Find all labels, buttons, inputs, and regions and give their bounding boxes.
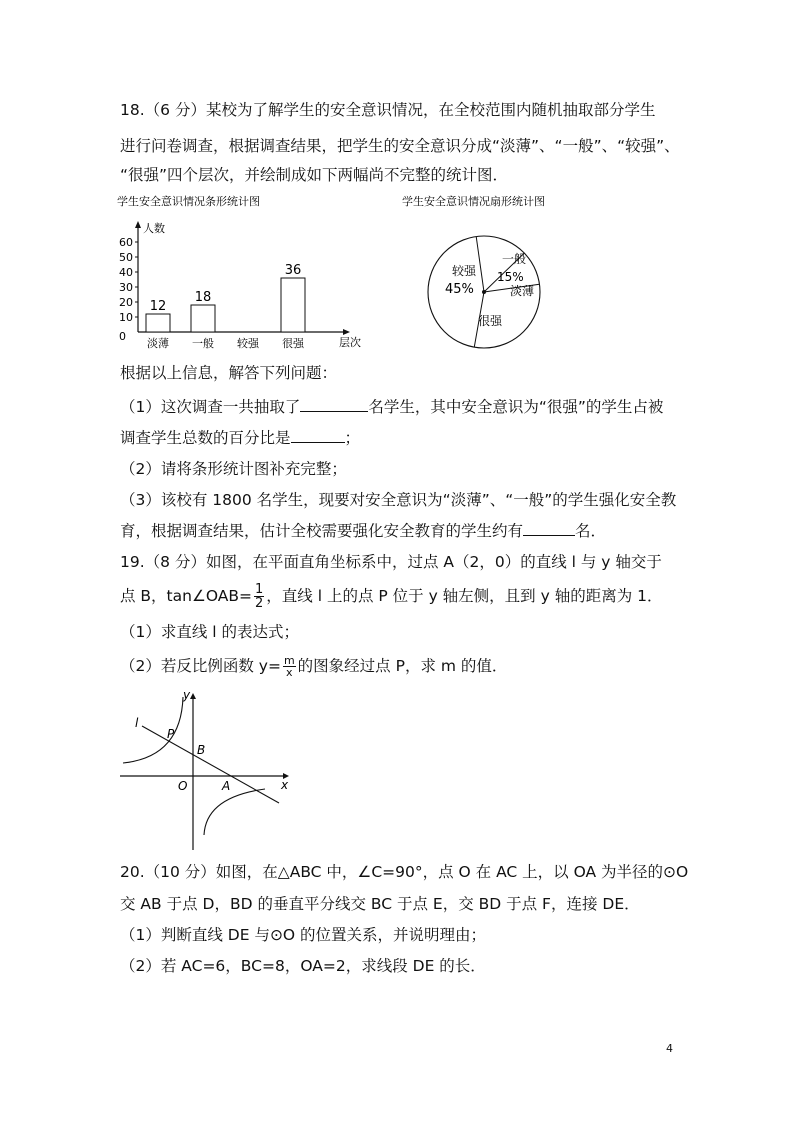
- fraction-numerator: 1: [255, 582, 264, 597]
- label-l: l: [135, 716, 139, 730]
- y-tick-label: 20: [119, 296, 133, 309]
- q18-part1-text-b: 名学生，其中安全意识为“很强”的学生占被: [368, 398, 664, 416]
- bar-data-label: 12: [149, 299, 167, 314]
- y-tick-label: 10: [119, 311, 133, 324]
- bar-x-axis-arrow: [343, 329, 350, 335]
- q18-part1-text-c: 调查学生总数的百分比是: [120, 429, 291, 447]
- y-tick-label: 0: [119, 330, 126, 343]
- bar-chart: [115, 190, 375, 355]
- q19-line2-text-b: ，直线 l 上的点 P 位于 y 轴左侧，且到 y 轴的距离为 1．: [266, 587, 663, 605]
- fraction-x: x: [286, 666, 293, 679]
- y-tick-label: 40: [119, 266, 133, 279]
- q19-line2-text-a: 点 B，tan∠OAB=: [120, 587, 253, 605]
- bar: [281, 278, 305, 332]
- answer-blank-percent[interactable]: [291, 428, 345, 443]
- label-B: B: [197, 743, 206, 757]
- q18-part3-line2: [120, 521, 606, 541]
- pie-chart: [400, 190, 570, 355]
- bar-chart-y-ticks: [119, 236, 138, 343]
- q18-line-3: “很强”四个层次，并绘制成如下两幅尚不完整的统计图．: [120, 166, 509, 184]
- y-tick-label: 30: [119, 281, 133, 294]
- label-y: y: [183, 688, 191, 702]
- answer-blank-estimate[interactable]: [523, 521, 575, 536]
- pie-label-henqiang: 很强: [478, 314, 503, 328]
- bar-chart-data-labels: [150, 263, 302, 314]
- label-O: O: [178, 779, 188, 793]
- q19-line-2: [120, 583, 663, 610]
- q19-line-1: 19.（8 分）如图，在平面直角坐标系中，过点 A（2，0）的直线 l 与 y 轴交于: [120, 553, 662, 571]
- q19-part1: （1）求直线 l 的表达式；: [120, 623, 300, 641]
- pie-label-danbo: 淡薄: [510, 284, 535, 298]
- category-label: 较强: [237, 337, 259, 350]
- q18-intro: 根据以上信息，解答下列问题：: [120, 364, 338, 382]
- category-label: 淡薄: [147, 337, 169, 350]
- q20-part2: （2）若 AC=6，BC=8，OA=2，求线段 DE 的长．: [120, 957, 486, 975]
- answer-blank-total[interactable]: [300, 397, 368, 412]
- q18-part3-text-c: 名．: [575, 522, 607, 540]
- pie-label-yiban: 一般: [502, 252, 527, 266]
- bar: [191, 305, 215, 332]
- bar-chart-ylabel: 人数: [143, 222, 165, 235]
- page-number: 4: [666, 1042, 673, 1055]
- line-l: [142, 726, 279, 803]
- bar-chart-xlabel: 层次: [339, 336, 361, 349]
- bar-data-label: 36: [284, 263, 302, 278]
- bar-chart-categories: [147, 336, 305, 350]
- q18-part1-text-d: ；: [344, 429, 361, 447]
- label-A: A: [222, 779, 231, 793]
- q18-part3-line1: （3）该校有 1800 名学生，现要对安全意识为“淡薄”、“一般”的学生强化安全教: [120, 491, 677, 509]
- q18-part2: （2）请将条形统计图补充完整；: [120, 460, 347, 478]
- pie-chart-title: 学生安全意识情况扇形统计图: [402, 195, 545, 208]
- label-P: P: [167, 727, 175, 741]
- bar-y-axis-arrow: [135, 221, 141, 228]
- pie-percent-jiaoqiang: 45%: [445, 282, 474, 297]
- bar-chart-title: 学生安全意识情况条形统计图: [117, 195, 260, 208]
- label-x: x: [281, 778, 289, 792]
- pie-percent-yiban: 15%: [497, 270, 524, 284]
- hyperbola-branch-lower-right: [204, 789, 265, 835]
- bar-chart-bars: [146, 278, 305, 332]
- q19-part2-text-a: （2）若反比例函数 y=: [120, 657, 281, 675]
- fraction-m-over-x: [283, 655, 296, 678]
- category-label: 很强: [282, 337, 304, 350]
- q19-part2-text-b: 的图象经过点 P，求 m 的值．: [297, 657, 508, 675]
- q18-line-2: 进行问卷调查，根据调查结果，把学生的安全意识分成“淡薄”、“一般”、“较强”、: [120, 137, 680, 155]
- pie-center-dot: [482, 290, 486, 294]
- q18-part3-text-b: 育，根据调查结果，估计全校需要强化安全教育的学生约有: [120, 522, 524, 540]
- y-axis-arrow: [190, 693, 196, 699]
- fraction-m: m: [283, 654, 295, 667]
- y-tick-label: 60: [119, 236, 133, 249]
- bar-data-label: 18: [194, 290, 212, 305]
- q20-line-1: 20.（10 分）如图，在△ABC 中，∠C=90°，点 O 在 AC 上，以 OA 为半径的⊙O: [120, 863, 689, 881]
- q18-part1-text-a: （1）这次调查一共抽取了: [120, 398, 301, 416]
- q18-line-1: 18.（6 分）某校为了解学生的安全意识情况，在全校范围内随机抽取部分学生: [120, 101, 656, 119]
- y-tick-label: 50: [119, 251, 133, 264]
- category-label: 一般: [192, 337, 214, 350]
- q18-part1-line1: [120, 397, 663, 417]
- q20-line-2: 交 AB 于点 D，BD 的垂直平分线交 BC 于点 E，交 BD 于点 F，连接 DE．: [120, 895, 640, 913]
- q20-part1: （1）判断直线 DE 与⊙O 的位置关系，并说明理由；: [120, 926, 487, 944]
- bar: [146, 314, 170, 332]
- q19-part2: [120, 655, 507, 678]
- fraction-one-half: [254, 583, 264, 610]
- coordinate-figure: [115, 685, 300, 855]
- fraction-denominator: 2: [255, 596, 264, 611]
- pie-label-jiaoqiang: 较强: [452, 264, 477, 278]
- q18-part1-line2: [120, 428, 360, 448]
